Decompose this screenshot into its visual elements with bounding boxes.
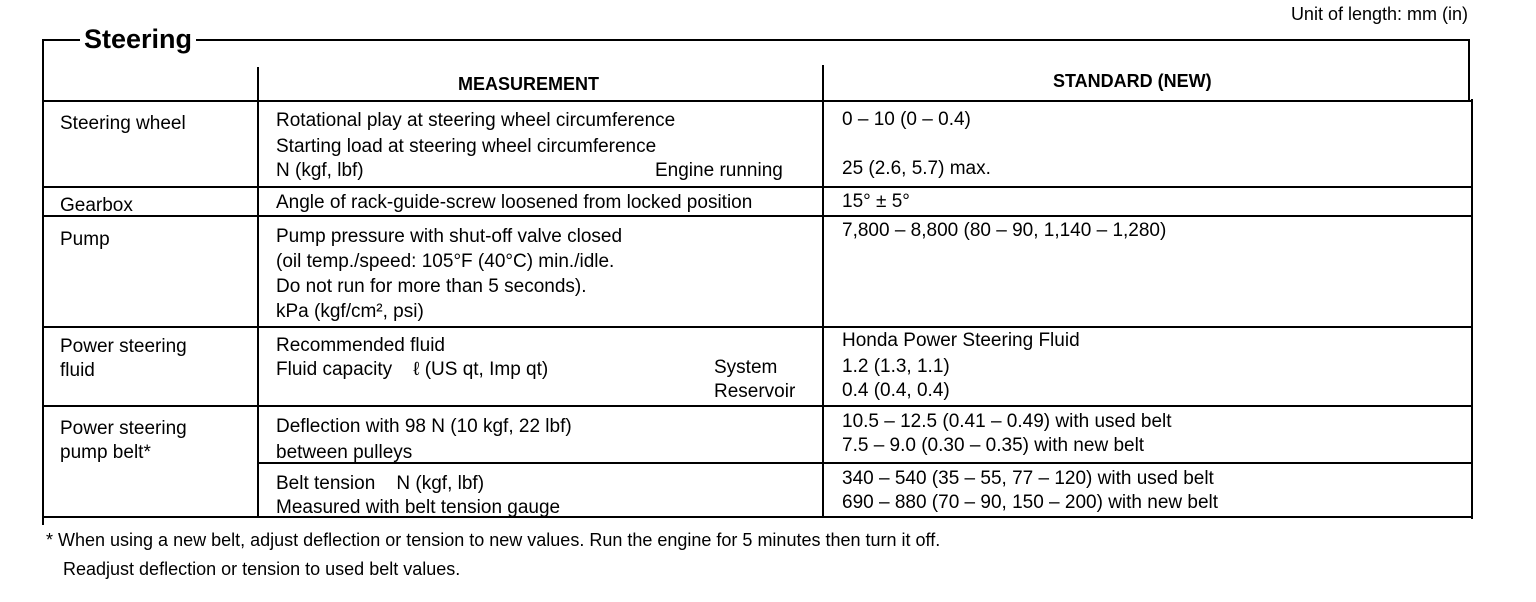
steering-wheel-measure-condition: Engine running (655, 160, 783, 181)
frame-left-line (42, 39, 44, 525)
row-label-belt-line2: pump belt* (60, 442, 151, 463)
row-label-gearbox: Gearbox (60, 195, 133, 216)
table-right-line (1471, 99, 1473, 519)
fluid-standard-2: 1.2 (1.3, 1.1) (842, 356, 950, 377)
pump-measure-2: (oil temp./speed: 105°F (40°C) min./idle. (276, 251, 615, 272)
belt-deflection-standard-1: 10.5 – 12.5 (0.41 – 0.49) with used belt (842, 411, 1172, 432)
pump-measure-3: Do not run for more than 5 seconds). (276, 276, 587, 297)
pump-standard-1: 7,800 – 8,800 (80 – 90, 1,140 – 1,280) (842, 220, 1167, 241)
fluid-measure-1: Recommended fluid (276, 335, 445, 356)
fluid-system-label: System (714, 357, 778, 378)
row-label-fluid-line1: Power steering (60, 336, 187, 357)
header-bottom-line (42, 100, 1473, 102)
footnote-line-2: Readjust deflection or tension to used belt values. (63, 559, 461, 579)
row-label-fluid-line2: fluid (60, 360, 95, 381)
frame-right-line (1468, 39, 1470, 101)
gearbox-standard-1: 15° ± 5° (842, 191, 910, 212)
row-label-belt-line1: Power steering (60, 418, 187, 439)
row-label-steering-wheel: Steering wheel (60, 113, 186, 134)
row-line-fluid (42, 405, 1473, 407)
row-line-belt-split (257, 462, 1473, 464)
header-measurement: MEASUREMENT (458, 74, 600, 94)
header-standard: STANDARD (NEW) (1053, 71, 1212, 91)
belt-tension-measure-1: Belt tension N (kgf, lbf) (276, 473, 485, 494)
pump-measure-1: Pump pressure with shut-off valve closed (276, 226, 623, 247)
row-line-gearbox (42, 215, 1473, 217)
belt-tension-measure-2: Measured with belt tension gauge (276, 497, 561, 518)
belt-deflection-standard-2: 7.5 – 9.0 (0.30 – 0.35) with new belt (842, 435, 1145, 456)
frame-top-line (42, 39, 1470, 41)
fluid-reservoir-label: Reservoir (714, 381, 796, 402)
section-title: Steering (80, 24, 196, 55)
row-line-pump (42, 326, 1473, 328)
unit-note: Unit of length: mm (in) (1290, 4, 1468, 24)
fluid-standard-1: Honda Power Steering Fluid (842, 330, 1080, 351)
row-line-steering-wheel (42, 186, 1473, 188)
pump-measure-4: kPa (kgf/cm², psi) (276, 301, 424, 322)
steering-wheel-measure-2: Starting load at steering wheel circumference (276, 136, 657, 157)
col-separator-2 (822, 65, 824, 518)
belt-tension-standard-2: 690 – 880 (70 – 90, 150 – 200) with new belt (842, 492, 1219, 513)
steering-wheel-standard-2: 25 (2.6, 5.7) max. (842, 158, 991, 179)
gearbox-measure-1: Angle of rack-guide-screw loosened from locked position (276, 192, 753, 213)
footnote-line-1: * When using a new belt, adjust deflection or tension to new values. Run the engine for 5 minutes then turn it off. (46, 530, 941, 550)
steering-wheel-standard-1: 0 – 10 (0 – 0.4) (842, 109, 971, 130)
col-separator-1 (257, 67, 259, 518)
fluid-measure-2: Fluid capacity ℓ (US qt, Imp qt) (276, 359, 549, 380)
fluid-standard-3: 0.4 (0.4, 0.4) (842, 380, 950, 401)
steering-wheel-measure-3: N (kgf, lbf) (276, 160, 364, 181)
belt-deflection-measure-2: between pulleys (276, 442, 413, 463)
row-label-pump: Pump (60, 229, 110, 250)
steering-wheel-measure-1: Rotational play at steering wheel circumference (276, 110, 676, 131)
belt-tension-standard-1: 340 – 540 (35 – 55, 77 – 120) with used belt (842, 468, 1214, 489)
belt-deflection-measure-1: Deflection with 98 N (10 kgf, 22 lbf) (276, 416, 572, 437)
